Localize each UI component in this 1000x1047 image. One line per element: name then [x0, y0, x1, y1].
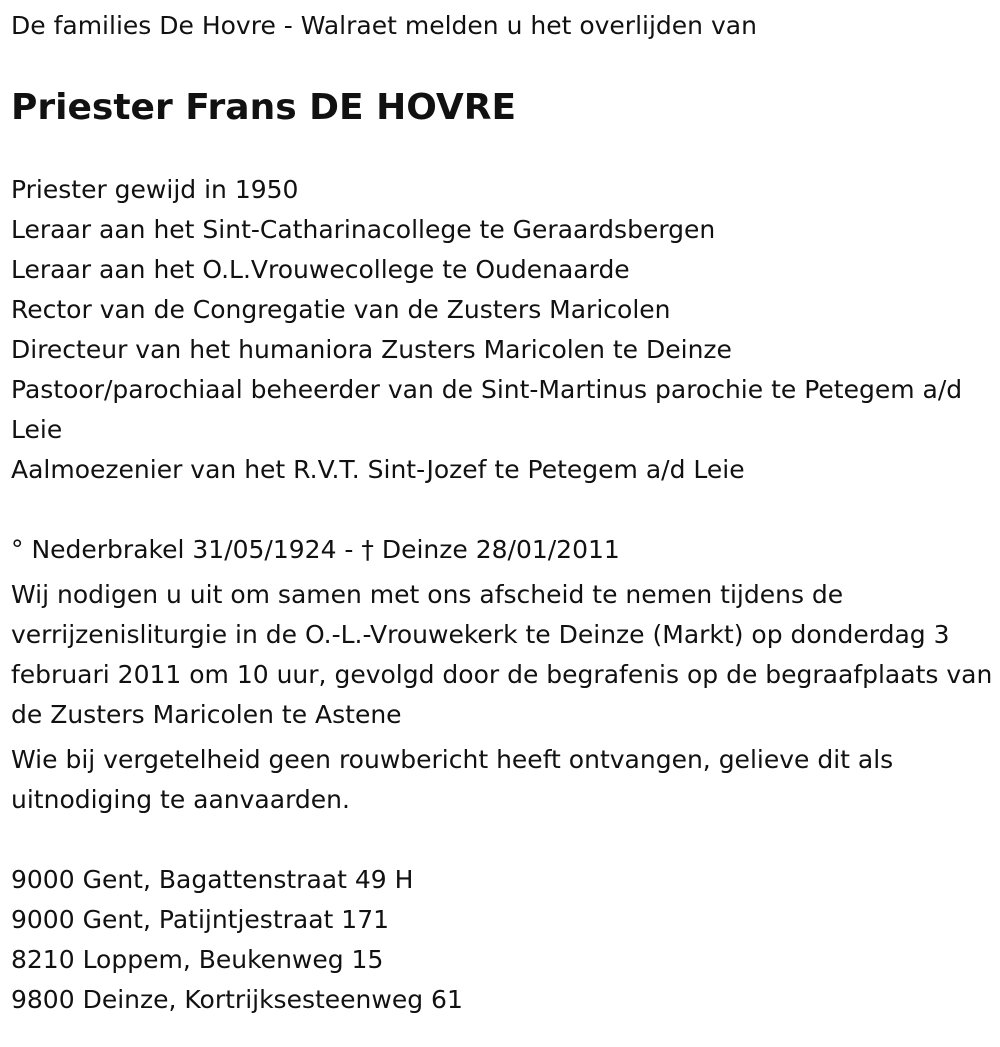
address-list [11, 860, 996, 1020]
career-item: Priester gewijd in 1950 [11, 175, 299, 204]
address-item: 9800 Deinze, Kortrijksesteenweg 61 [11, 985, 463, 1014]
death-notice [11, 0, 996, 1020]
deceased-name: Priester Frans DE HOVRE [11, 87, 517, 128]
announcement-intro: De families De Hovre - Walraet melden u het overlijden van [11, 11, 757, 40]
career-list [11, 170, 996, 490]
career-item: Pastoor/parochiaal beheerder van de Sint-Martinus parochie te Petegem a/d Leie [11, 375, 963, 444]
address-item: 9000 Gent, Bagattenstraat 49 H [11, 865, 414, 894]
career-item: Rector van de Congregatie van de Zusters Maricolen [11, 295, 671, 324]
funeral-invitation: Wij nodigen u uit om samen met ons afscheid te nemen tijdens de verrijzenisliturgie in de O.-L.-Vrouwekerk te Deinze (Markt) op donderdag 3 februari 2011 om 10 uur, gevolgd door de begrafenis op de begraafplaats van de Zusters Maricolen te Astene [11, 580, 993, 729]
address-item: 8210 Loppem, Beukenweg 15 [11, 945, 384, 974]
invitation-note: Wie bij vergetelheid geen rouwbericht heeft ontvangen, gelieve dit als uitnodiging te aanvaarden. [11, 745, 894, 814]
career-item: Aalmoezenier van het R.V.T. Sint-Jozef te Petegem a/d Leie [11, 455, 745, 484]
career-item: Directeur van het humaniora Zusters Maricolen te Deinze [11, 335, 732, 364]
address-item: 9000 Gent, Patijntjestraat 171 [11, 905, 390, 934]
birth-death-dates: ° Nederbrakel 31/05/1924 - † Deinze 28/01/2011 [11, 535, 620, 564]
career-item: Leraar aan het O.L.Vrouwecollege te Oudenaarde [11, 255, 630, 284]
career-item: Leraar aan het Sint-Catharinacollege te Geraardsbergen [11, 215, 716, 244]
